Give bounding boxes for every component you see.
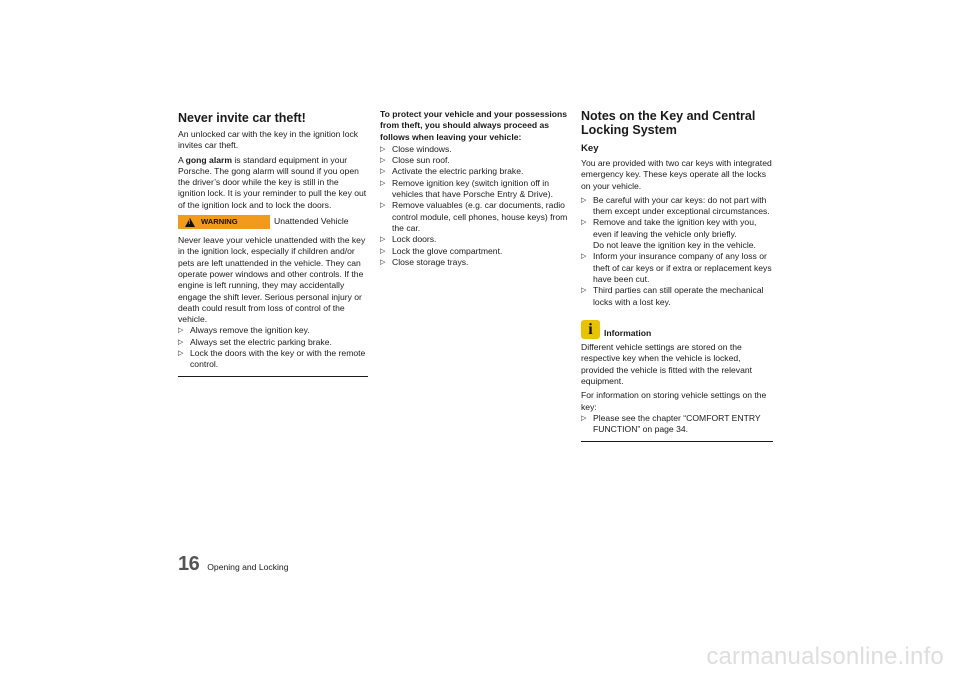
list-item: ▷ Lock the doors with the key or with the remote control. bbox=[178, 348, 368, 371]
list-item-extra: Do not leave the ignition key in the vehicle. bbox=[593, 240, 756, 251]
warning-badge bbox=[178, 215, 270, 229]
gong-alarm-pre: A bbox=[178, 154, 186, 165]
warning-header bbox=[178, 215, 368, 229]
information-paragraph-storing: For information on storing vehicle settings on the key: bbox=[581, 390, 767, 412]
page-footer bbox=[178, 553, 288, 576]
paragraph-gong-alarm bbox=[178, 155, 368, 211]
list-item: ▷ Be careful with your car keys: do not part with them except under exceptional circumstances. bbox=[581, 195, 773, 218]
list-item: ▷ Close windows. bbox=[380, 144, 570, 155]
protect-intro: To protect your vehicle and your possessions from theft, you should always proceed as follows when leaving your vehicle: bbox=[380, 109, 568, 142]
key-steps-list bbox=[581, 195, 773, 308]
list-item: ▷ Remove ignition key (switch ignition off in vehicles that have Porsche Entry & Drive). bbox=[380, 178, 570, 201]
information-icon: i bbox=[581, 320, 600, 339]
warning-label: WARNING bbox=[201, 217, 238, 227]
list-item: ▷ Activate the electric parking brake. bbox=[380, 166, 570, 177]
page-number: 16 bbox=[178, 553, 200, 575]
warning-triangle-icon bbox=[185, 218, 195, 227]
paragraph-unlocked-car: An unlocked car with the key in the ignition lock invites car theft. bbox=[178, 129, 359, 151]
section-divider bbox=[178, 376, 368, 377]
list-item: ▷ Please see the chapter “COMFORT ENTRY FUNCTION” on page 34. bbox=[581, 413, 773, 436]
section-name: Opening and Locking bbox=[207, 562, 289, 572]
list-item: ▷ Always set the electric parking brake. bbox=[178, 337, 368, 348]
theft-steps-list bbox=[178, 325, 368, 370]
list-item: ▷ Remove valuables (e.g. car documents, radio control module, cell phones, house keys) from the car. bbox=[380, 200, 570, 234]
list-item: ▷ Close sun roof. bbox=[380, 155, 570, 166]
heading-never-invite-theft: Never invite car theft! bbox=[178, 111, 306, 125]
information-steps-list bbox=[581, 413, 773, 436]
list-item: ▷ Lock doors. bbox=[380, 234, 570, 245]
heading-key-central-locking: Notes on the Key and Central Locking System bbox=[581, 109, 756, 137]
information-paragraph-settings: Different vehicle settings are stored on the respective key when the vehicle is locked, provided the vehicle is fitted with the relevant equipment. bbox=[581, 342, 753, 387]
subheading-key: Key bbox=[581, 143, 599, 154]
section-divider bbox=[581, 441, 773, 442]
column-key-notes bbox=[581, 109, 773, 442]
information-header bbox=[581, 320, 773, 339]
list-item: ▷ Third parties can still operate the mechanical locks with a lost key. bbox=[581, 285, 773, 308]
protect-steps-list bbox=[380, 144, 570, 268]
watermark: carmanualsonline.info bbox=[706, 643, 944, 670]
column-never-invite-theft bbox=[178, 111, 368, 377]
paragraph-two-keys: You are provided with two car keys with integrated emergency key. These keys operate all the locks on your vehicle. bbox=[581, 158, 772, 191]
list-item bbox=[581, 217, 773, 251]
gong-alarm-term: gong alarm bbox=[185, 154, 232, 165]
warning-text: Never leave your vehicle unattended with the key in the ignition lock, especially if children and/or pets are left unattended in the vehicle. They can operate power windows and other controls. If the engine is left running, they may accidentally engage the shift lever. Serious personal injury or death could result from loss of control of the vehicle. bbox=[178, 235, 366, 325]
column-protect-vehicle bbox=[380, 109, 570, 268]
list-item: ▷ Close storage trays. bbox=[380, 257, 570, 268]
list-item: ▷ Lock the glove compartment. bbox=[380, 246, 570, 257]
list-item: ▷ Always remove the ignition key. bbox=[178, 325, 368, 336]
gong-alarm-text: is standard equipment in your Porsche. The gong alarm will sound if you open the driver’s door while the key is still in the ignition lock. It is your reminder to pull the key out of the ignition lock and to lock the doors. bbox=[178, 154, 367, 210]
list-item-text: Remove and take the ignition key with you, even if leaving the vehicle only briefly. bbox=[593, 217, 757, 239]
list-item: ▷ Inform your insurance company of any loss or theft of car keys or if extra or replacement keys have been cut. bbox=[581, 251, 773, 285]
warning-title: Unattended Vehicle bbox=[274, 216, 349, 227]
information-title: Information bbox=[604, 327, 652, 338]
